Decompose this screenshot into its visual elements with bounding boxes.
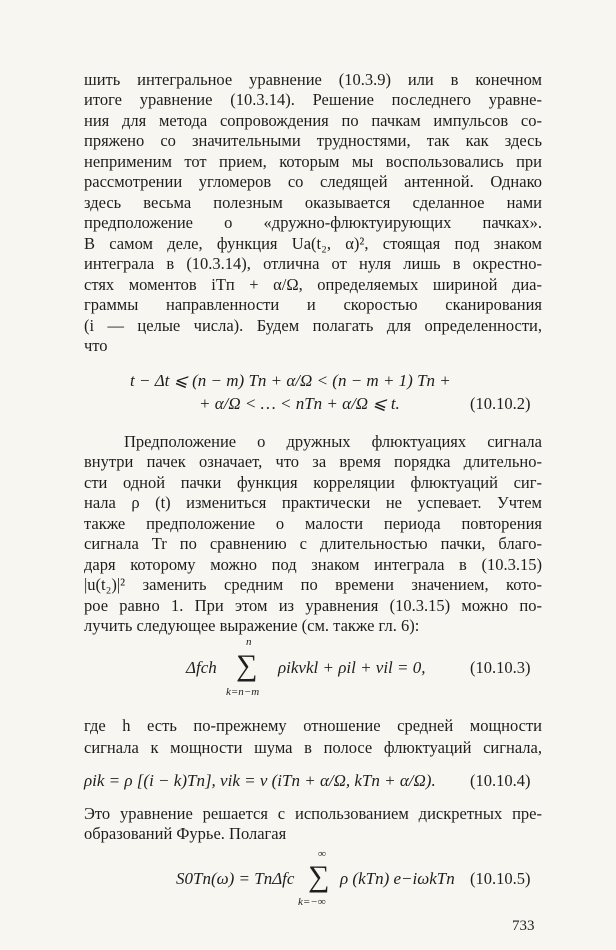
text-line: (i — целые числа). Будем полагать для определенности,	[84, 316, 542, 335]
equation-10-10-3-left: Δfch	[186, 658, 217, 677]
text-line: Предположение о дружных флюктуациях сигнала	[124, 432, 542, 451]
text-line: ния для метода сопровождения по пачкам импульсов со-	[84, 111, 542, 130]
equation-number: (10.10.4)	[470, 771, 531, 790]
text-line: Это уравнение решается с использованием дискретных пре-	[84, 804, 542, 823]
equation-10-10-2-line2: + α/Ω < … < nTп + α/Ω ⩽ t.	[199, 394, 400, 413]
text-line: даря которому можно под знаком интеграла в (10.3.15)	[84, 555, 542, 574]
text-line: граммы направленности и скоростью сканирования	[84, 295, 542, 314]
text-line: рое равно 1. При этом из уравнения (10.3.15) можно по-	[84, 596, 542, 615]
text-line: шить интегральное уравнение (10.3.9) или в конечном	[84, 70, 542, 89]
equation-10-10-3-right: ρikvkl + ρil + vil = 0,	[278, 658, 426, 677]
equation-10-10-5-right: ρ (kTп) e−iωkTп	[340, 869, 455, 888]
text-line: В самом деле, функция Uа(t₂, α)², стоящая под знаком	[84, 234, 542, 253]
page-number: 733	[512, 918, 535, 934]
text-line: сти одной пачки функция корреляции флюктуаций сиг-	[84, 473, 542, 492]
text-line: что	[84, 336, 108, 355]
text-line: здесь весьма полезным оказывается сделанное нами	[84, 193, 542, 212]
sum-upper-limit: ∞	[318, 848, 326, 860]
text-line: рассмотрении угломеров со следящей антенной. Однако	[84, 172, 542, 191]
text-line: стях моментов iTп + α/Ω, определяемых шириной диа-	[84, 275, 542, 294]
text-line: сигнала Tr по сравнению с длительностью пачки, благо-	[84, 534, 542, 553]
text-line: |u(t₂)|² заменить средним по времени значением, кото-	[84, 575, 542, 594]
sum-upper-limit: n	[246, 636, 252, 648]
text-line: итоге уравнение (10.3.14). Решение последнего уравне-	[84, 90, 542, 109]
text-line: лучить следующее выражение (см. также гл. 6):	[84, 616, 420, 635]
text-line: где h есть по-прежнему отношение средней мощности	[84, 716, 542, 735]
text-line: нала ρ (t) измениться практически не успевает. Учтем	[84, 493, 542, 512]
equation-number: (10.10.3)	[470, 658, 531, 677]
text-line: предположение о «дружно-флюктуирующих пачках».	[84, 213, 542, 232]
equation-number: (10.10.5)	[470, 869, 531, 888]
text-line: внутри пачек означает, что за время порядка длительно-	[84, 452, 542, 471]
text-line: пряжено со значительными трудностями, так как здесь	[84, 131, 542, 150]
equation-number: (10.10.2)	[470, 394, 531, 413]
text-line: образований Фурье. Полагая	[84, 824, 287, 843]
sum-lower-limit: k=−∞	[298, 896, 326, 908]
text-line: также предположение о малости периода повторения	[84, 514, 542, 533]
text-line: интеграла в (10.3.14), отлична от нуля лишь в окрестно-	[84, 254, 542, 273]
equation-10-10-4: ρik = ρ [(i − k)Tп], vik = v (iTп + α/Ω, kTп + α/Ω).	[84, 771, 436, 790]
summation-symbol: ∑	[308, 860, 330, 893]
equation-10-10-2-line1: t − Δt ⩽ (n − m) Tп + α/Ω < (n − m + 1) Tп +	[130, 371, 451, 390]
summation-symbol: ∑	[236, 649, 258, 682]
equation-10-10-5-left: S0Tп(ω) = TпΔfc	[176, 869, 295, 888]
sum-lower-limit: k=n−m	[226, 686, 260, 698]
text-line: сигнала к мощности шума в полосе флюктуаций сигнала,	[84, 738, 542, 757]
text-line: неприменим тот прием, которым мы воспользовались при	[84, 152, 542, 171]
